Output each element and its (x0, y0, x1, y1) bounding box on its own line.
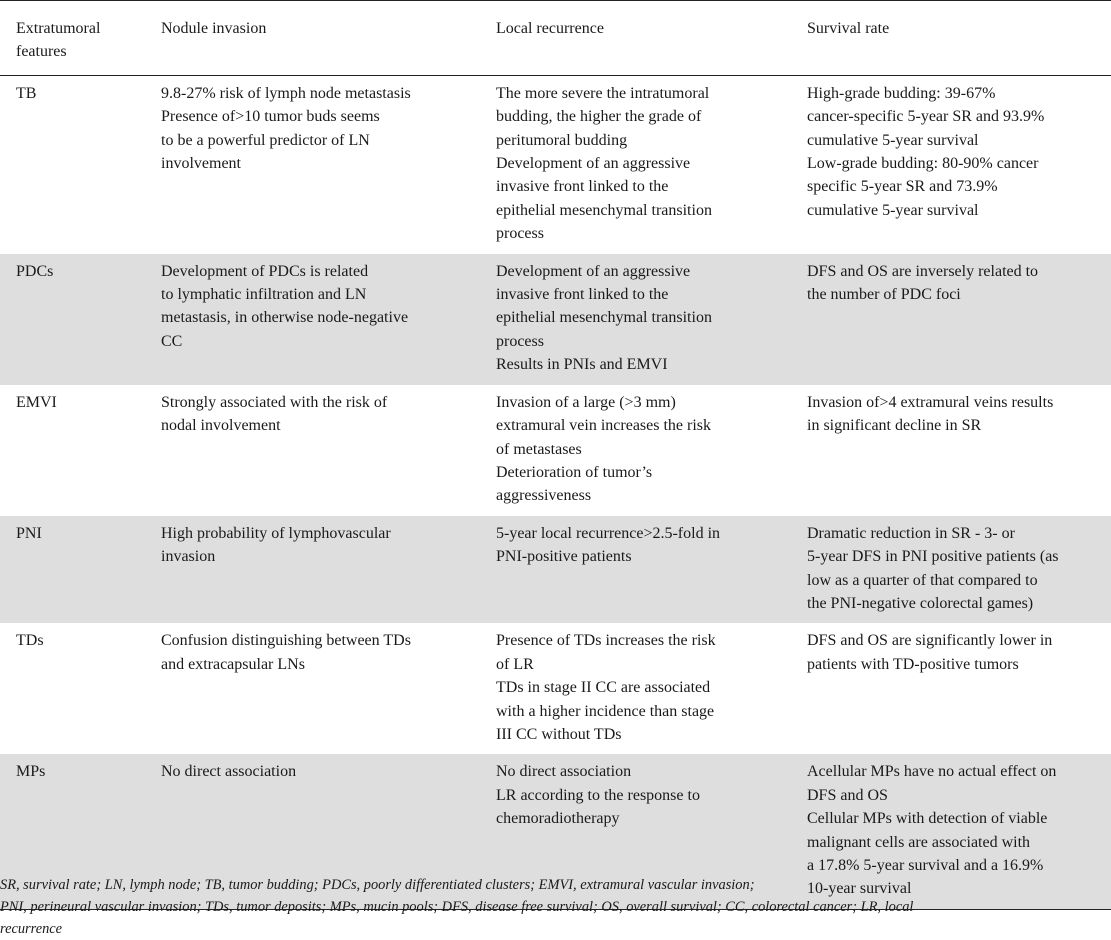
header-local-recurrence: Local recurrence (480, 1, 791, 76)
nodule-line: to be a powerful predictor of LN (161, 131, 370, 149)
header-extratumoral-features: Extratumoral features (0, 1, 145, 76)
recurrence-line: LR according to the response to (496, 786, 700, 804)
recurrence-line: invasive front linked to the (496, 286, 669, 304)
nodule-line: nodal involvement (161, 417, 281, 435)
recurrence-line: TDs in stage II CC are associated (496, 679, 711, 697)
table-footnote (0, 874, 1108, 940)
survival-line: specific 5-year SR and 73.9% (807, 178, 998, 196)
feature-cell: MPs (0, 754, 145, 909)
nodule-cell (145, 254, 480, 385)
survival-line: DFS and OS are inversely related to (807, 262, 1039, 280)
recurrence-line: epithelial mesenchymal transition (496, 309, 712, 327)
recurrence-line: Invasion of a large (>3 mm) (496, 393, 676, 411)
survival-line: DFS and OS are significantly lower in (807, 632, 1053, 650)
nodule-line: High probability of lymphovascular (161, 524, 391, 542)
nodule-line: Presence of>10 tumor buds seems (161, 108, 380, 126)
survival-cell (791, 623, 1111, 754)
survival-line: cancer-specific 5-year SR and 93.9% (807, 108, 1045, 126)
survival-line: cumulative 5-year survival (807, 201, 979, 219)
recurrence-line: Presence of TDs increases the risk (496, 632, 716, 650)
recurrence-cell (480, 385, 791, 516)
recurrence-line: process (496, 225, 544, 243)
recurrence-line: Deterioration of tumor’s (496, 463, 653, 481)
survival-line: a 17.8% 5-year survival and a 16.9% (807, 857, 1044, 874)
recurrence-line: extramural vein increases the risk (496, 417, 712, 435)
survival-line: Acellular MPs have no actual effect on (807, 763, 1057, 781)
nodule-line: and extracapsular LNs (161, 655, 305, 673)
nodule-line: metastasis, in otherwise node-negative (161, 309, 409, 327)
nodule-line: Confusion distinguishing between TDs (161, 632, 411, 650)
header-nodule-invasion: Nodule invasion (145, 1, 480, 76)
nodule-cell (145, 516, 480, 624)
table-row (0, 75, 1111, 253)
survival-line: 10-year survival (807, 880, 912, 898)
recurrence-line: aggressiveness (496, 487, 592, 505)
recurrence-line: invasive front linked to the (496, 178, 669, 196)
recurrence-line: epithelial mesenchymal transition (496, 201, 712, 219)
nodule-line: invasion (161, 548, 216, 566)
recurrence-line: peritumoral budding (496, 131, 628, 149)
survival-line: High-grade budding: 39-67% (807, 84, 996, 102)
survival-line: Low-grade budding: 80-90% cancer (807, 155, 1039, 173)
survival-cell (791, 254, 1111, 385)
recurrence-line: The more severe the intratumoral (496, 84, 710, 102)
feature-cell: EMVI (0, 385, 145, 516)
recurrence-line: Development of an aggressive (496, 155, 691, 173)
recurrence-cell (480, 516, 791, 624)
recurrence-cell (480, 623, 791, 754)
survival-line: the number of PDC foci (807, 286, 961, 304)
table-header-row (0, 1, 1111, 76)
survival-line: Cellular MPs with detection of viable (807, 810, 1048, 828)
recurrence-cell (480, 254, 791, 385)
recurrence-cell (480, 75, 791, 253)
recurrence-line: of LR (496, 655, 534, 673)
recurrence-line: Development of an aggressive (496, 262, 691, 280)
survival-cell (791, 75, 1111, 253)
recurrence-line: III CC without TDs (496, 725, 622, 743)
nodule-line: Development of PDCs is related (161, 262, 369, 280)
survival-cell (791, 385, 1111, 516)
recurrence-line: chemoradiotherapy (496, 810, 620, 828)
table-row (0, 516, 1111, 624)
recurrence-line: budding, the higher the grade of (496, 108, 702, 126)
survival-line: patients with TD-positive tumors (807, 655, 1019, 673)
table-row (0, 254, 1111, 385)
feature-cell: TB (0, 75, 145, 253)
recurrence-line: Results in PNIs and EMVI (496, 356, 668, 374)
footnote-line: recurrence (0, 921, 63, 937)
survival-line: in significant decline in SR (807, 417, 982, 435)
nodule-line: involvement (161, 155, 241, 173)
survival-line: Invasion of>4 extramural veins results (807, 393, 1054, 411)
recurrence-line: of metastases (496, 440, 582, 458)
survival-line: the PNI-negative colorectal games) (807, 594, 1034, 612)
nodule-line: 9.8-27% risk of lymph node metastasis (161, 84, 411, 102)
survival-line: DFS and OS (807, 786, 888, 804)
nodule-line: No direct association (161, 763, 297, 781)
feature-cell: PNI (0, 516, 145, 624)
survival-line: malignant cells are associated with (807, 833, 1031, 851)
header-survival-rate: Survival rate (791, 1, 1111, 76)
survival-line: low as a quarter of that compared to (807, 571, 1038, 589)
nodule-cell (145, 75, 480, 253)
recurrence-line: PNI-positive patients (496, 548, 632, 566)
survival-cell (791, 516, 1111, 624)
nodule-line: Strongly associated with the risk of (161, 393, 388, 411)
recurrence-line: No direct association (496, 763, 632, 781)
recurrence-line: with a higher incidence than stage (496, 702, 715, 720)
feature-cell: PDCs (0, 254, 145, 385)
nodule-line: CC (161, 332, 183, 350)
nodule-line: to lymphatic infiltration and LN (161, 286, 367, 304)
survival-line: 5-year DFS in PNI positive patients (as (807, 548, 1059, 566)
survival-line: Dramatic reduction in SR - 3- or (807, 524, 1015, 542)
table-row (0, 623, 1111, 754)
recurrence-line: 5-year local recurrence>2.5-fold in (496, 524, 721, 542)
feature-cell: TDs (0, 623, 145, 754)
table-row (0, 385, 1111, 516)
nodule-cell (145, 623, 480, 754)
footnote-line: PNI, perineural vascular invasion; TDs, tumor deposits; MPs, mucin pools; DFS, disease free survival; OS, overall survival; CC, colorectal cancer; LR, local (0, 899, 914, 915)
footnote-line: SR, survival rate; LN, lymph node; TB, tumor budding; PDCs, poorly differentiated clusters; EMVI, extramural vascular invasion; (0, 877, 755, 893)
survival-line: cumulative 5-year survival (807, 131, 979, 149)
nodule-cell (145, 385, 480, 516)
recurrence-line: process (496, 332, 544, 350)
